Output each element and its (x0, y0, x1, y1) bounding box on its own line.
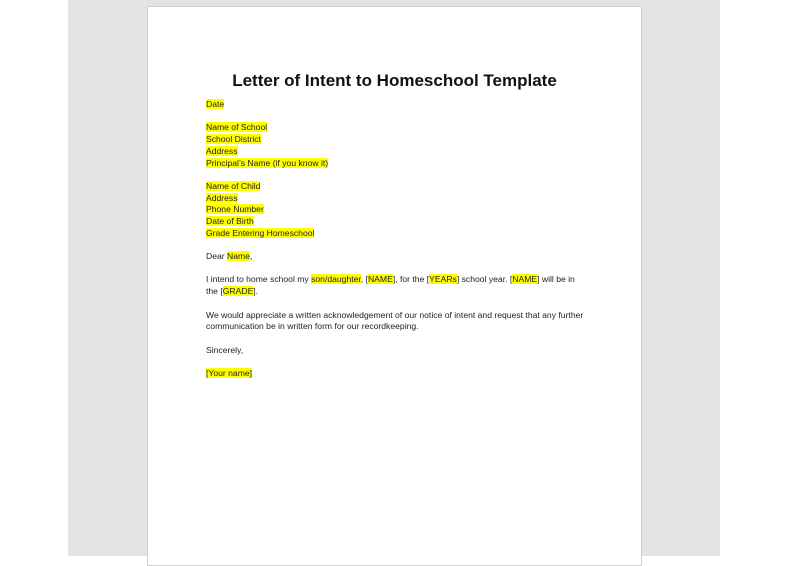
child-address-line: Address (206, 192, 238, 203)
phone-number-line: Phone Number (206, 204, 264, 215)
school-address-line: Address (206, 145, 238, 156)
letter-body (206, 99, 586, 380)
school-name-line: Name of School (206, 122, 268, 133)
child-name-placeholder: NAME (367, 274, 393, 285)
date-of-birth-line: Date of Birth (206, 216, 254, 226)
son-daughter-placeholder: son/daughter (311, 274, 361, 285)
child-name-line: Name of Child (206, 180, 261, 191)
intent-paragraph-line-1: I intend to home school my son/daughter, [NAME], for the [YEARs] school year. [NAME] will be in (206, 274, 575, 285)
years-placeholder: YEARs (429, 274, 457, 285)
document-title: Letter of Intent to Homeschool Template (232, 71, 557, 90)
grade-entering-line: Grade Entering Homeschool (206, 227, 315, 238)
closing: Sincerely, (206, 344, 244, 355)
salutation-name: Name (227, 251, 250, 262)
school-district-line: School District (206, 134, 261, 145)
document-page (147, 6, 642, 566)
principal-name-line: Principal’s Name (if you know it) (206, 157, 329, 168)
signature-line (206, 368, 586, 380)
child-name-placeholder-2: NAME (512, 274, 538, 285)
request-paragraph-line-1: We would appreciate a written acknowledgement of our notice of intent and request that any further (206, 309, 584, 320)
signature-placeholder: [Your name] (206, 368, 253, 379)
grade-placeholder: GRADE (222, 286, 254, 297)
request-paragraph-line-2: communication be in written form for our recordkeeping. (206, 321, 419, 332)
date-placeholder: Date (206, 99, 225, 109)
salutation: Dear Name, (206, 251, 253, 262)
intent-paragraph-line-2: the [GRADE]. (206, 286, 259, 297)
date-line (206, 99, 586, 111)
